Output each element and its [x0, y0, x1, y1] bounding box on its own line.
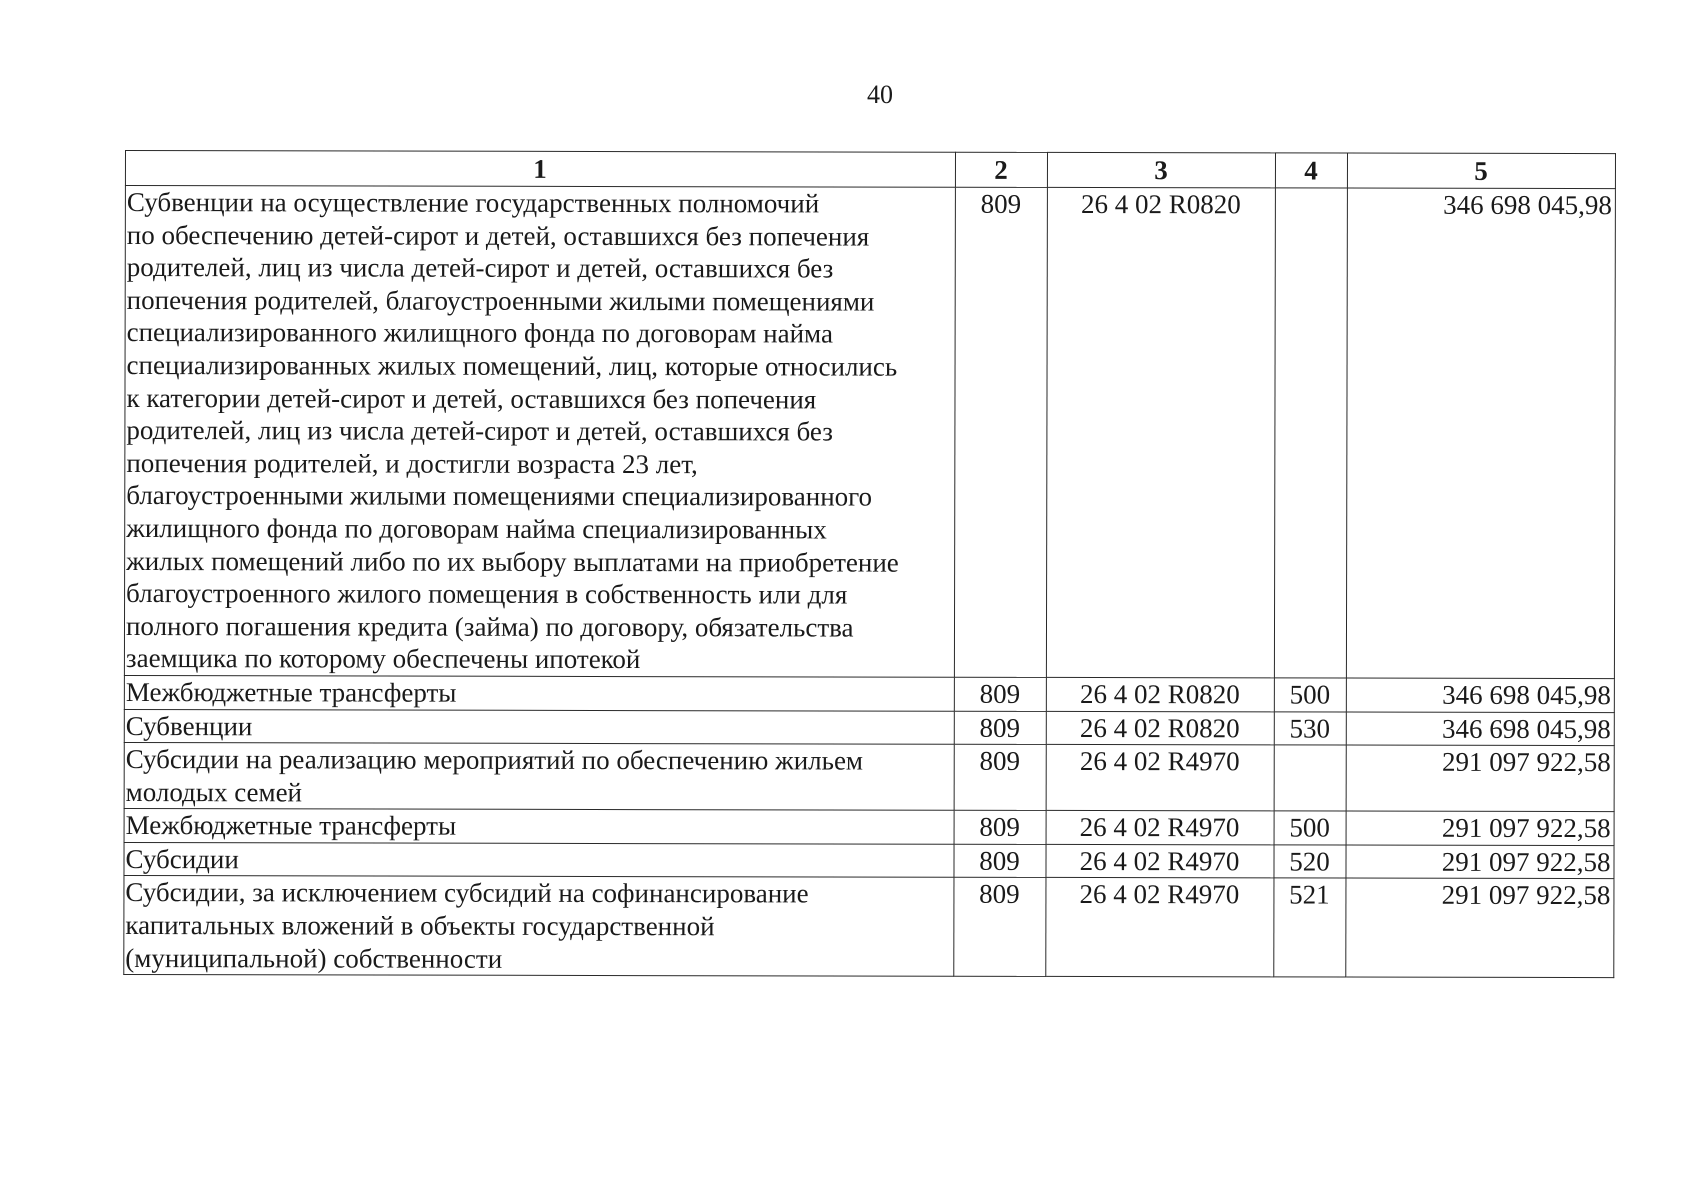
row-name-line: (муниципальной) собственности: [125, 942, 503, 974]
row-name-line: специализированного жилищного фонда по договорам найма: [126, 317, 833, 349]
expense-type-cell: 500: [1274, 678, 1346, 712]
row-name-cell: [124, 675, 954, 710]
row-name-line: полного погашения кредита (займа) по договору, обязательства: [125, 610, 854, 643]
row-name-line: специализированных жилых помещений, лиц, которые относились: [126, 349, 898, 382]
row-name-line: родителей, лиц из числа детей-сирот и детей, оставшихся без: [126, 415, 833, 447]
chapter-code-cell: 809: [954, 811, 1046, 845]
amount-cell: 291 097 922,58: [1346, 811, 1614, 845]
expense-type-cell: 520: [1274, 845, 1346, 879]
expense-type-cell: [1274, 745, 1346, 811]
table-row: [124, 809, 1614, 846]
row-name-cell: [124, 186, 955, 678]
row-name-line: Субвенции: [125, 710, 253, 741]
row-name-line: жилых помещений либо по их выбору выплатами на приобретение: [126, 545, 899, 578]
amount-cell: 346 698 045,98: [1346, 678, 1614, 712]
row-name-line: благоустроенного жилого помещения в собственность или для: [126, 578, 848, 610]
table-header: [125, 151, 1615, 189]
row-name-line: Субсидии: [125, 843, 239, 875]
amount-cell: 291 097 922,58: [1346, 845, 1614, 879]
chapter-code-cell: 809: [954, 844, 1046, 878]
row-name-line: заемщика по которому обеспечены ипотекой: [125, 643, 641, 675]
page-number: 40: [867, 80, 893, 109]
row-name-line: молодых семей: [125, 776, 303, 808]
chapter-code-cell: 809: [954, 187, 1047, 677]
amount-cell: 291 097 922,58: [1346, 745, 1614, 812]
amount-cell: 346 698 045,98: [1346, 188, 1615, 678]
row-name-line: Субвенции на осуществление государственных полномочий: [126, 187, 820, 219]
target-article-cell: 26 4 02 R0820: [1046, 677, 1274, 711]
row-name-line: по обеспечению детей-сирот и детей, оставшихся без попечения: [126, 219, 870, 252]
header-col-2: 2: [955, 152, 1047, 187]
row-name-line: к категории детей-сирот и детей, оставшихся без попечения: [126, 382, 817, 415]
row-name-cell: [124, 709, 954, 744]
expense-type-cell: [1274, 188, 1347, 678]
budget-table-container: [123, 150, 1615, 978]
target-article-cell: 26 4 02 R0820: [1046, 187, 1275, 677]
expense-type-cell: 521: [1274, 878, 1346, 977]
table-row: [124, 675, 1614, 712]
target-article-cell: 26 4 02 R0820: [1046, 711, 1274, 745]
header-col-4: 4: [1275, 153, 1347, 188]
row-name-cell: [124, 842, 954, 877]
header-col-1: 1: [125, 151, 955, 188]
row-name-line: попечения родителей, и достигли возраста 23 лет,: [126, 447, 698, 479]
row-name-line: Субсидии, за исключением субсидий на софинансирование: [125, 877, 809, 909]
row-name-line: Субсидии на реализацию мероприятий по обеспечению жильем: [125, 744, 864, 776]
row-name-line: благоустроенными жилыми помещениями специализированного: [126, 480, 873, 512]
amount-cell: 291 097 922,58: [1346, 879, 1614, 978]
row-name-line: жилищного фонда по договорам найма специализированных: [126, 512, 827, 545]
target-article-cell: 26 4 02 R4970: [1046, 811, 1274, 845]
row-name-line: родителей, лиц из числа детей-сирот и детей, оставшихся без: [126, 252, 834, 284]
chapter-code-cell: 809: [954, 711, 1046, 745]
row-name-line: Межбюджетные трансферты: [125, 676, 457, 708]
table-row: [124, 743, 1614, 812]
table-row: [124, 186, 1615, 679]
target-article-cell: 26 4 02 R4970: [1046, 878, 1274, 977]
row-name-line: попечения родителей, благоустроенными жилыми помещениями: [126, 284, 875, 317]
row-name-cell: [124, 743, 954, 811]
table-row: [124, 709, 1614, 746]
table-body: [124, 186, 1616, 978]
row-name-line: капитальных вложений в объекты государственной: [125, 910, 715, 942]
row-name-cell: [124, 876, 954, 977]
header-row: [125, 151, 1615, 189]
header-col-3: 3: [1047, 152, 1275, 187]
budget-table: [123, 150, 1616, 978]
header-col-5: 5: [1347, 153, 1615, 189]
amount-cell: 346 698 045,98: [1346, 712, 1614, 746]
target-article-cell: 26 4 02 R4970: [1046, 745, 1274, 812]
expense-type-cell: 500: [1274, 811, 1346, 845]
target-article-cell: 26 4 02 R4970: [1046, 844, 1274, 878]
chapter-code-cell: 809: [954, 677, 1046, 711]
chapter-code-cell: 809: [954, 878, 1046, 977]
row-name-cell: [124, 809, 954, 844]
expense-type-cell: 530: [1274, 711, 1346, 745]
table-row: [124, 842, 1614, 879]
chapter-code-cell: 809: [954, 744, 1046, 810]
table-row: [124, 876, 1614, 978]
row-name-line: Межбюджетные трансферты: [125, 810, 457, 841]
